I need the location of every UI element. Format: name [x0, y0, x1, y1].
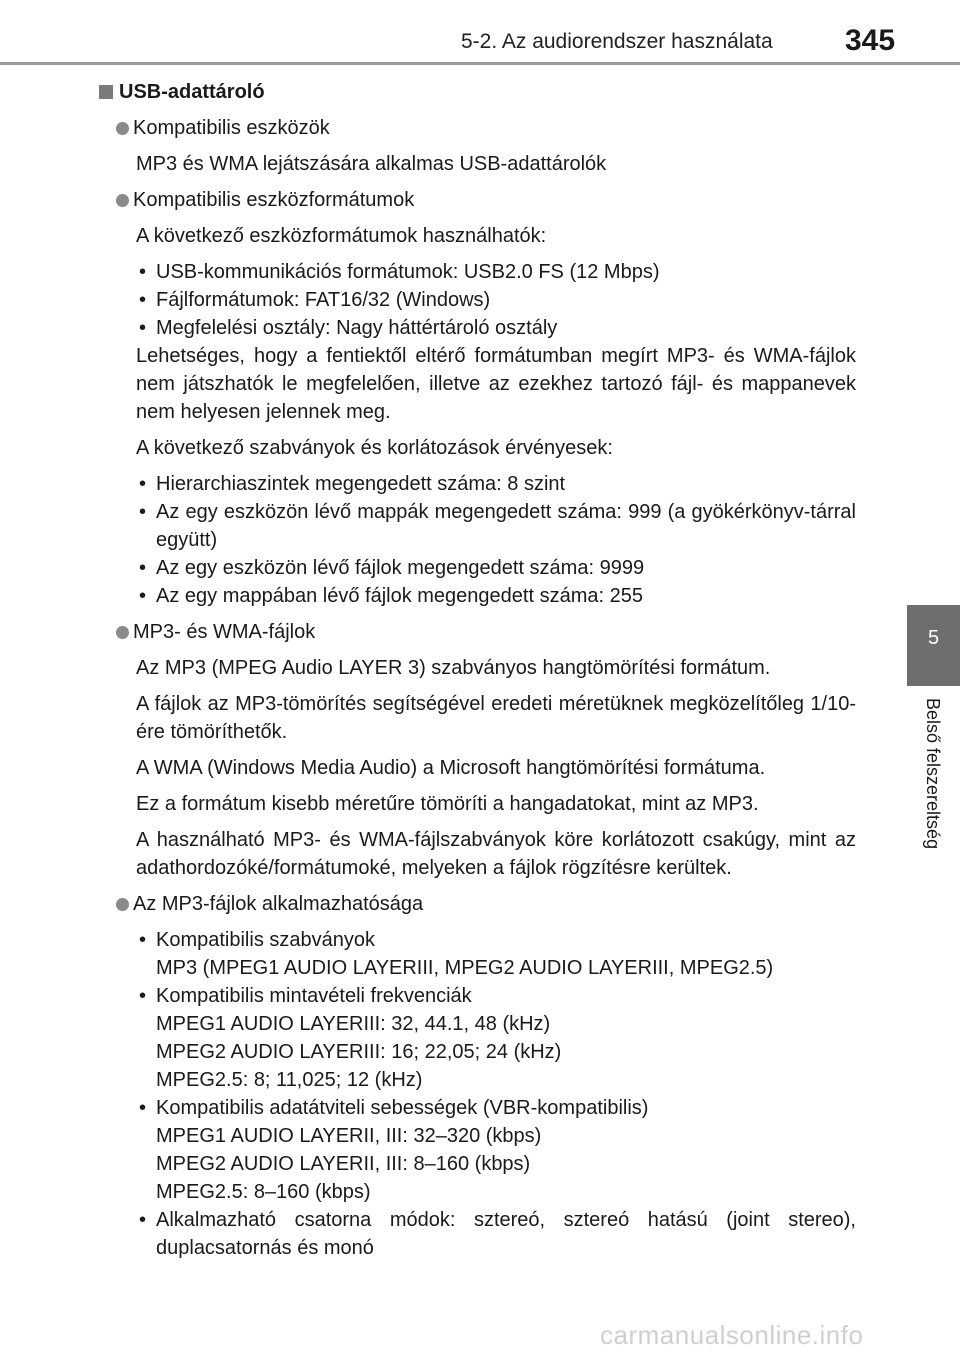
chapter-number: 5 — [927, 627, 940, 649]
item-label: • Kompatibilis mintavételi frekvenciák — [156, 985, 472, 1007]
paragraph: Lehetséges, hogy a fentiektől eltérő formátumban megírt MP3- és WMA-fájlok nem játszhatók le megfelelően, illetve az ezekhez tartozó fájl- és mappanevek nem helyesen jelennek meg. — [136, 345, 856, 423]
header-divider — [0, 62, 960, 65]
list-item — [136, 1094, 856, 1206]
item-label: • Kompatibilis szabványok — [156, 929, 375, 951]
chapter-tab — [907, 605, 960, 686]
chapter-label: Belső felszereltség — [923, 698, 943, 850]
subsection-heading — [116, 114, 856, 142]
page-content — [98, 78, 856, 1270]
item-line: MPEG2 AUDIO LAYERIII: 16; 22,05; 24 (kHz) — [156, 1041, 562, 1063]
list-item: • Fájlformátumok: FAT16/32 (Windows) — [136, 286, 856, 314]
list-item: • USB-kommunikációs formátumok: USB2.0 FS (12 Mbps) — [136, 258, 856, 286]
item-label: • Alkalmazható csatorna módok: sztereó, sztereó hatású (joint stereo), duplacsatornás és monó — [156, 1209, 856, 1259]
item-line: MP3 (MPEG1 AUDIO LAYERIII, MPEG2 AUDIO LAYERIII, MPEG2.5) — [156, 957, 774, 979]
paragraph: Az MP3 (MPEG Audio LAYER 3) szabványos hangtömörítési formátum. — [136, 657, 771, 679]
paragraph: A következő eszközformátumok használhatók: — [136, 225, 547, 247]
list-item: • Megfelelési osztály: Nagy háttértároló osztály — [136, 314, 856, 342]
bullet-list — [136, 258, 856, 342]
list-item — [136, 926, 856, 982]
page-header — [0, 0, 960, 60]
list-item: • Hierarchiaszintek megengedett száma: 8 szint — [136, 470, 856, 498]
subsection-title: MP3- és WMA-fájlok — [133, 621, 316, 643]
subsection-title: Kompatibilis eszközformátumok — [133, 189, 415, 211]
bullet-list — [136, 926, 856, 1262]
item-line: MPEG2 AUDIO LAYERII, III: 8–160 (kbps) — [156, 1153, 531, 1175]
circle-bullet-icon — [116, 194, 129, 207]
circle-bullet-icon — [116, 898, 129, 911]
item-line: MPEG2.5: 8; 11,025; 12 (kHz) — [156, 1069, 423, 1091]
list-item — [136, 1206, 856, 1262]
item-line: MPEG2.5: 8–160 (kbps) — [156, 1181, 371, 1203]
item-line: MPEG1 AUDIO LAYERII, III: 32–320 (kbps) — [156, 1125, 542, 1147]
section-heading — [98, 78, 856, 106]
subsection-title: Az MP3-fájlok alkalmazhatósága — [133, 893, 424, 915]
square-bullet-icon — [99, 85, 113, 99]
circle-bullet-icon — [116, 122, 129, 135]
list-item: • Az egy mappában lévő fájlok megengedett száma: 255 — [136, 582, 856, 610]
section-heading-text: USB-adattároló — [119, 81, 265, 103]
bullet-list — [136, 470, 856, 610]
watermark: carmanualsonline.info — [600, 1320, 864, 1350]
subsection-heading — [116, 618, 856, 646]
subsection-heading — [116, 186, 856, 214]
list-item — [136, 982, 856, 1094]
subsection-title: Kompatibilis eszközök — [133, 117, 330, 139]
item-label: • Kompatibilis adatátviteli sebességek (VBR-kompatibilis) — [156, 1097, 649, 1119]
paragraph: Ez a formátum kisebb méretűre tömöríti a hangadatokat, mint az MP3. — [136, 793, 759, 815]
page-number: 345 — [845, 24, 896, 57]
paragraph: A következő szabványok és korlátozások érvényesek: — [136, 437, 613, 459]
section-title: 5-2. Az audiorendszer használata — [461, 30, 773, 53]
subsection-heading — [116, 890, 856, 918]
paragraph: A használható MP3- és WMA-fájlszabványok köre korlátozott csakúgy, mint az adathordozóké/formátumoké, melyeken a fájlok rögzítésre kerültek. — [136, 829, 856, 879]
circle-bullet-icon — [116, 626, 129, 639]
paragraph: A fájlok az MP3-tömörítés segítségével eredeti méretüknek megközelítőleg 1/10-ére tömöríthetők. — [136, 693, 856, 743]
item-line: MPEG1 AUDIO LAYERIII: 32, 44.1, 48 (kHz) — [156, 1013, 551, 1035]
list-item: • Az egy eszközön lévő fájlok megengedett száma: 9999 — [136, 554, 856, 582]
list-item: • Az egy eszközön lévő mappák megengedett száma: 999 (a gyökérkönyv-tárral együtt) — [136, 498, 856, 554]
paragraph: A WMA (Windows Media Audio) a Microsoft hangtömörítési formátuma. — [136, 757, 766, 779]
paragraph: MP3 és WMA lejátszására alkalmas USB-adattárolók — [136, 153, 607, 175]
